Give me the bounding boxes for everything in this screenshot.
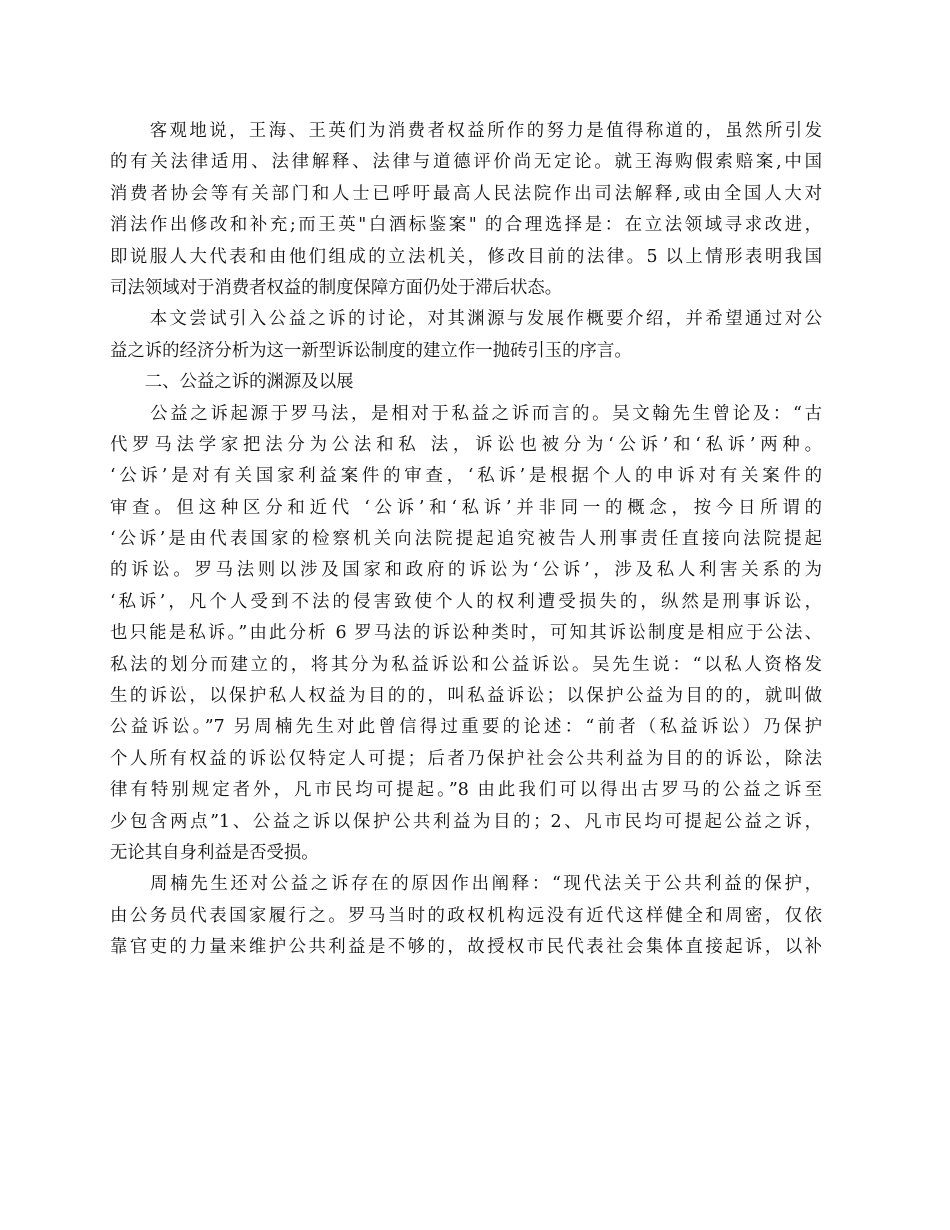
text-line: 少包含两点”1、公益之诉以保护公共利益为目的；2、凡市民均可提起公益之诉， [110,811,822,832]
text-line: ‘私诉’，凡个人受到不法的侵害致使个人的权利遭受损失的，纵然是刑事诉讼， [110,591,822,612]
text-line: ‘公诉’是由代表国家的检察机关向法院提起追究被告人刑事责任直接向法院提起 [110,529,822,550]
text-line: 无论其自身利益是否受损。 [110,842,319,863]
text-line: 审查。但这种区分和近代 ‘公诉’和‘私诉’并非同一的概念，按今日所谓的 [110,497,822,518]
text-line: 也只能是私诉。”由此分析 6 罗马法的诉讼种类时，可知其诉讼制度是相应于公法、 [110,623,822,644]
section-heading [110,367,822,398]
text-line: 即说服人大代表和由他们组成的立法机关，修改目前的法律。5 以上情形表明我国 [110,246,822,267]
text-line: 个人所有权益的诉讼仅特定人可提；后者乃保护社会公共利益为目的的诉讼，除法 [110,748,822,769]
text-line: 司法领域对于消费者权益的制度保障方面仍处于滞后状态。 [110,277,563,298]
text-line: 消法作出修改和补充;而王英"白酒标鉴案" 的合理选择是：在立法领域寻求改进， [110,215,822,236]
text-line: 益之诉的经济分析为这一新型诉讼制度的建立作一抛砖引玉的序言。 [110,340,632,361]
text-line: 公益诉讼。”7 另周楠先生对此曾信得过重要的论述：“前者（私益诉讼）乃保护 [110,717,822,738]
section-title: 二、公益之诉的渊源及以展 [110,372,354,393]
text-line: 生的诉讼，以保护私人权益为目的的，叫私益诉讼；以保护公益为目的的，就叫做 [110,686,822,707]
text-line: 靠官吏的力量来维护公共利益是不够的，故授权市民代表社会集体直接起诉，以补 [110,937,822,958]
text-line: 的诉讼。罗马法则以涉及国家和政府的诉讼为‘公诉’，涉及私人利害关系的为 [110,560,822,581]
document-body [110,116,822,964]
text-line: 由公务员代表国家履行之。罗马当时的政权机构远没有近代这样健全和周密，仅依 [110,905,822,926]
paragraph-consumer-rights [110,116,822,304]
text-line: 代罗马法学家把法分为公法和私 法，诉讼也被分为‘公诉’和‘私诉’两种。 [110,434,822,455]
text-line: 私法的划分而建立的，将其分为私益诉讼和公益诉讼。吴先生说：“以私人资格发 [110,654,822,675]
text-line: 本文尝试引入公益之诉的讨论，对其渊源与发展作概要介绍，并希望通过对公 [110,309,822,330]
text-line: 公益之诉起源于罗马法，是相对于私益之诉而言的。吴文翰先生曾论及：“古 [110,403,822,424]
text-line: 的有关法律适用、法律解释、法律与道德评价尚无定论。就王海购假索赔案,中国 [110,152,822,173]
paragraph-roman-law-origin [110,399,822,870]
text-line: 消费者协会等有关部门和人士已呼吁最高人民法院作出司法解释,或由全国人大对 [110,183,822,204]
paragraph-public-interest-reason [110,869,822,963]
text-line: 律有特别规定者外，凡市民均可提起。”8 由此我们可以得出古罗马的公益之诉至 [110,780,822,801]
text-line: 周楠先生还对公益之诉存在的原因作出阐释：“现代法关于公共利益的保护， [110,874,822,895]
text-line: ‘公诉’是对有关国家利益案件的审查，‘私诉’是根据个人的申诉对有关案件的 [110,466,822,487]
text-line: 客观地说，王海、王英们为消费者权益所作的努力是值得称道的，虽然所引发 [110,121,822,141]
paragraph-introduction [110,304,822,367]
